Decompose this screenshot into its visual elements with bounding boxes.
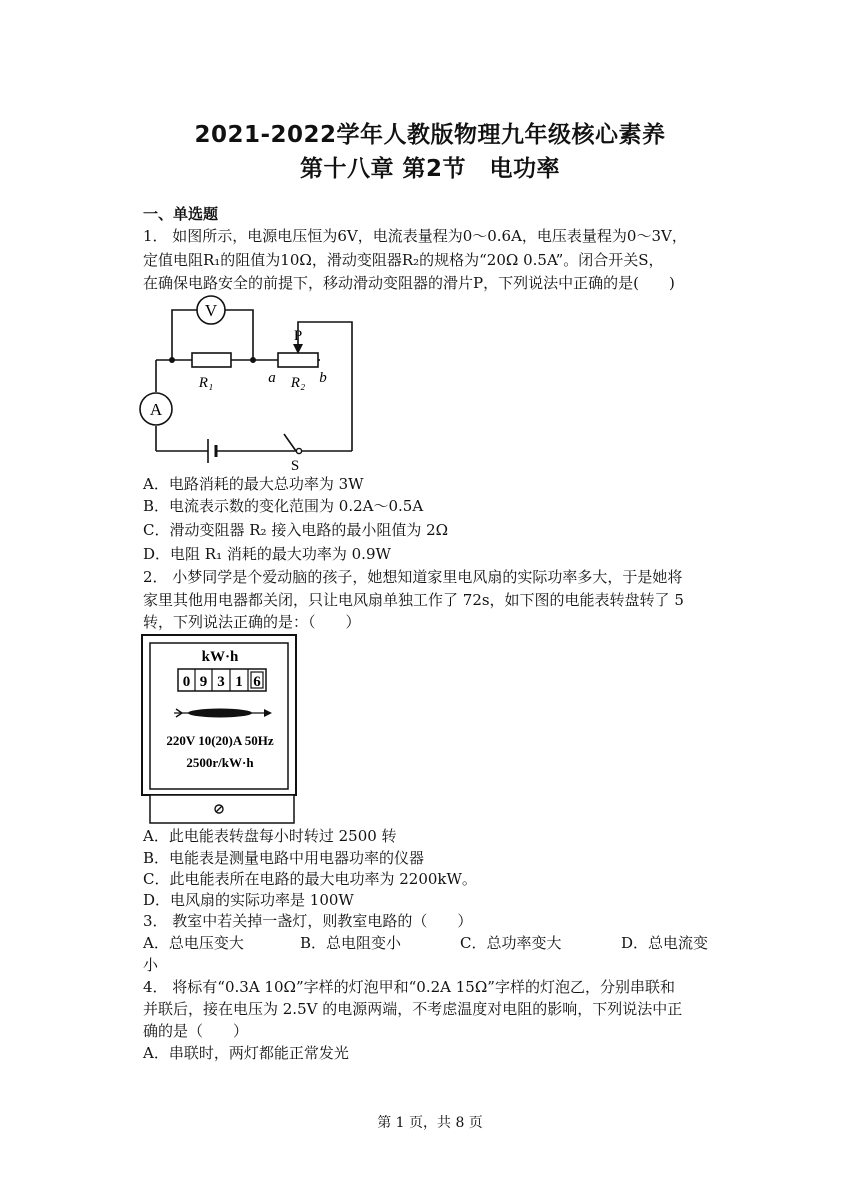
q4-line-1: 4． 将标有“0.3A 10Ω”字样的灯泡甲和“0.2A 15Ω”字样的灯泡乙，分别串联和 [143, 978, 675, 996]
doc-title-line2: 第十八章 第2节 电功率 [299, 156, 560, 182]
q3-line: 3． 教室中若关掉一盏灯，则教室电路的（ ） [143, 912, 473, 930]
energy-meter-diagram [140, 633, 300, 825]
meter-digit-3: 3 [217, 674, 225, 690]
q1-option-d: D．电阻 R₁ 消耗的最大功率为 0.9W [143, 545, 391, 563]
q1-option-a: A．电路消耗的最大总功率为 3W [143, 475, 364, 493]
q4-line-2: 并联后，接在电压为 2.5V 的电源两端，不考虑温度对电阻的影响，下列说法中正 [143, 1000, 683, 1018]
section-heading: 一、单选题 [143, 205, 219, 223]
q3-option-c: C．总功率变大 [460, 934, 562, 952]
r1-resistor [192, 353, 231, 367]
meter-digit-1: 0 [182, 674, 191, 690]
q2-option-a: A．此电能表转盘每小时转过 2500 转 [143, 827, 397, 845]
doc-title-line1: 2021-2022学年人教版物理九年级核心素养 [194, 122, 666, 148]
q2-option-b: B．电能表是测量电路中用电器功率的仪器 [143, 849, 425, 867]
meter-digit-4: 1 [235, 674, 243, 690]
meter-unit: kW·h [201, 649, 239, 665]
circuit-diagram [136, 294, 366, 474]
q3-option-a: A．总电压变大 [143, 934, 244, 952]
slider-label: P [293, 328, 303, 344]
q3-option-b: B．总电阻变小 [300, 934, 402, 952]
meter-digit-2: 9 [199, 674, 208, 690]
r2-label: R₂ [290, 375, 306, 391]
q3-option-d: D．总电流变 [621, 934, 709, 952]
switch-icon [284, 434, 296, 451]
q1-option-b: B．电流表示数的变化范围为 0.2A～0.5A [143, 497, 424, 515]
meter-rating: 220V 10(20)A 50Hz [166, 733, 274, 748]
r1-label: R₁ [198, 375, 214, 391]
terminal-a-label: a [268, 370, 276, 386]
q1-line-3: 在确保电路安全的前提下，移动滑动变阻器的滑片P，下列说法中正确的是( ) [143, 274, 675, 292]
q2-option-c: C．此电能表所在电路的最大电功率为 2200kW。 [143, 870, 477, 888]
q1-option-c: C．滑动变阻器 R₂ 接入电路的最小阻值为 2Ω [143, 521, 449, 539]
ammeter-label: A [149, 400, 163, 419]
q4-line-3: 确的是（ ） [143, 1022, 249, 1040]
q1-line-1: 1． 如图所示，电源电压恒为6V，电流表量程为0～0.6A，电压表量程为0～3V， [143, 227, 687, 245]
q1-line-2: 定值电阻R₁的阻值为10Ω，滑动变阻器R₂的规格为“20Ω 0.5A”。闭合开关S， [143, 251, 664, 269]
q2-line-1: 2． 小梦同学是个爱动脑的孩子，她想知道家里电风扇的实际功率多大，于是她将 [143, 568, 683, 586]
q2-line-2: 家里其他用电器都关闭，只让电风扇单独工作了 72s，如下图的电能表转盘转了 5 [143, 591, 684, 609]
q2-line-3: 转，下列说法正确的是：（ ） [143, 613, 361, 631]
q4-option-a: A．串联时，两灯都能正常发光 [143, 1044, 349, 1062]
q3-option-d-wrap: 小 [143, 956, 159, 974]
terminal-b-label: b [319, 370, 327, 386]
q2-option-d: D．电风扇的实际功率是 100W [143, 891, 354, 909]
page-footer: 第 1 页，共 8 页 [377, 1115, 483, 1131]
meter-constant: 2500r/kW·h [186, 755, 254, 770]
meter-digit-5: 6 [253, 674, 261, 690]
r2-rheostat [278, 353, 318, 367]
switch-label: S [290, 458, 300, 474]
voltmeter-label: V [204, 301, 218, 320]
